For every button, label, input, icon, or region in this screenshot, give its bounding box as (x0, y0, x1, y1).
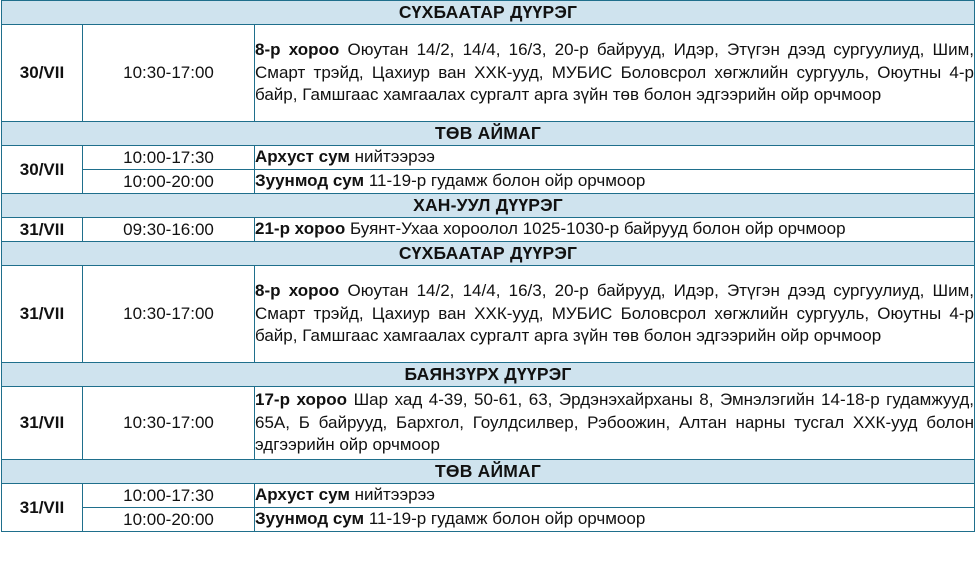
schedule-row (2, 508, 975, 532)
location-text: Оюутан 14/2, 14/4, 16/3, 20-р байрууд, Идэр, Этүгэн дээд сургуулиуд, Шим, Смарт трэйд, Цахиур ван ХХК-ууд, МУБИС Боловсрол хөгжлийн сургууль, Оюутны 4-р байр, Гамшгаас хамгаалах сургалт арга зүйн төв болон эдгээрийн ойр орчмоор (255, 40, 974, 105)
location-text: нийтээрээ (354, 147, 435, 167)
time-cell: 10:30-17:00 (83, 25, 255, 122)
time-cell: 10:00-17:30 (83, 146, 255, 170)
district-title: ТӨВ АЙМАГ (2, 460, 975, 484)
district-title: СҮХБААТАР ДҮҮРЭГ (2, 1, 975, 25)
schedule-row (2, 387, 975, 460)
section-header-row (2, 122, 975, 146)
district-title: БАЯНЗҮРХ ДҮҮРЭГ (2, 363, 975, 387)
time-cell: 10:00-20:00 (83, 508, 255, 532)
location-cell (255, 266, 975, 363)
place-name: Зуунмод сум (255, 509, 365, 529)
section-header-row (2, 242, 975, 266)
date-cell: 31/VII (2, 266, 83, 363)
date-cell: 31/VII (2, 484, 83, 532)
district-title: ХАН-УУЛ ДҮҮРЭГ (2, 194, 975, 218)
time-cell: 10:00-17:30 (83, 484, 255, 508)
place-name: Архуст сум (255, 147, 350, 167)
location-cell (255, 25, 975, 122)
district-title: СҮХБААТАР ДҮҮРЭГ (2, 242, 975, 266)
location-cell (255, 170, 975, 194)
schedule-row (2, 266, 975, 363)
place-name: Архуст сум (255, 485, 350, 505)
place-name: 8-р хороо (255, 40, 340, 60)
place-name: 17-р хороо (255, 390, 348, 410)
power-outage-schedule-table (1, 0, 975, 532)
location-cell (255, 508, 975, 532)
date-cell: 30/VII (2, 25, 83, 122)
location-text: Шар хад 4-39, 50-61, 63, Эрдэнэхайрханы 8, Эмнэлэгийн 14-18-р гудамжууд, 65А, Б байрууд, Бархгол, Гоулдсилвер, Рэбоожин, Алтан нарны тусгал ХХК-ууд болон эдгээрийн ойр орчмоор (255, 390, 975, 455)
date-cell: 30/VII (2, 146, 83, 194)
place-name: 8-р хороо (255, 281, 340, 301)
location-cell (255, 484, 975, 508)
schedule-row (2, 146, 975, 170)
time-cell: 10:00-20:00 (83, 170, 255, 194)
schedule-row (2, 484, 975, 508)
district-title: ТӨВ АЙМАГ (2, 122, 975, 146)
section-header-row (2, 194, 975, 218)
location-text: нийтээрээ (354, 485, 435, 505)
location-text: 11-19-р гудамж болон ойр орчмоор (368, 509, 646, 529)
location-cell (255, 387, 975, 460)
schedule-row (2, 170, 975, 194)
section-header-row (2, 363, 975, 387)
schedule-row (2, 25, 975, 122)
place-name: 21-р хороо (255, 219, 346, 239)
time-cell: 10:30-17:00 (83, 266, 255, 363)
location-text: Оюутан 14/2, 14/4, 16/3, 20-р байрууд, Идэр, Этүгэн дээд сургуулиуд, Шим, Смарт трэйд, Цахиур ван ХХК-ууд, МУБИС Боловсрол хөгжлийн сургууль, Оюутны 4-р байр, Гамшгаас хамгаалах сургалт арга зүйн төв болон эдгээрийн ойр орчмоор (255, 281, 974, 346)
place-name: Зуунмод сум (255, 171, 365, 191)
location-text: 11-19-р гудамж болон ойр орчмоор (368, 171, 646, 191)
location-cell (255, 218, 975, 242)
section-header-row (2, 1, 975, 25)
date-cell: 31/VII (2, 387, 83, 460)
location-text: Буянт-Ухаа хороолол 1025-1030-р байрууд болон ойр орчмоор (349, 219, 846, 239)
location-cell (255, 146, 975, 170)
schedule-row (2, 218, 975, 242)
date-cell: 31/VII (2, 218, 83, 242)
section-header-row (2, 460, 975, 484)
time-cell: 10:30-17:00 (83, 387, 255, 460)
time-cell: 09:30-16:00 (83, 218, 255, 242)
